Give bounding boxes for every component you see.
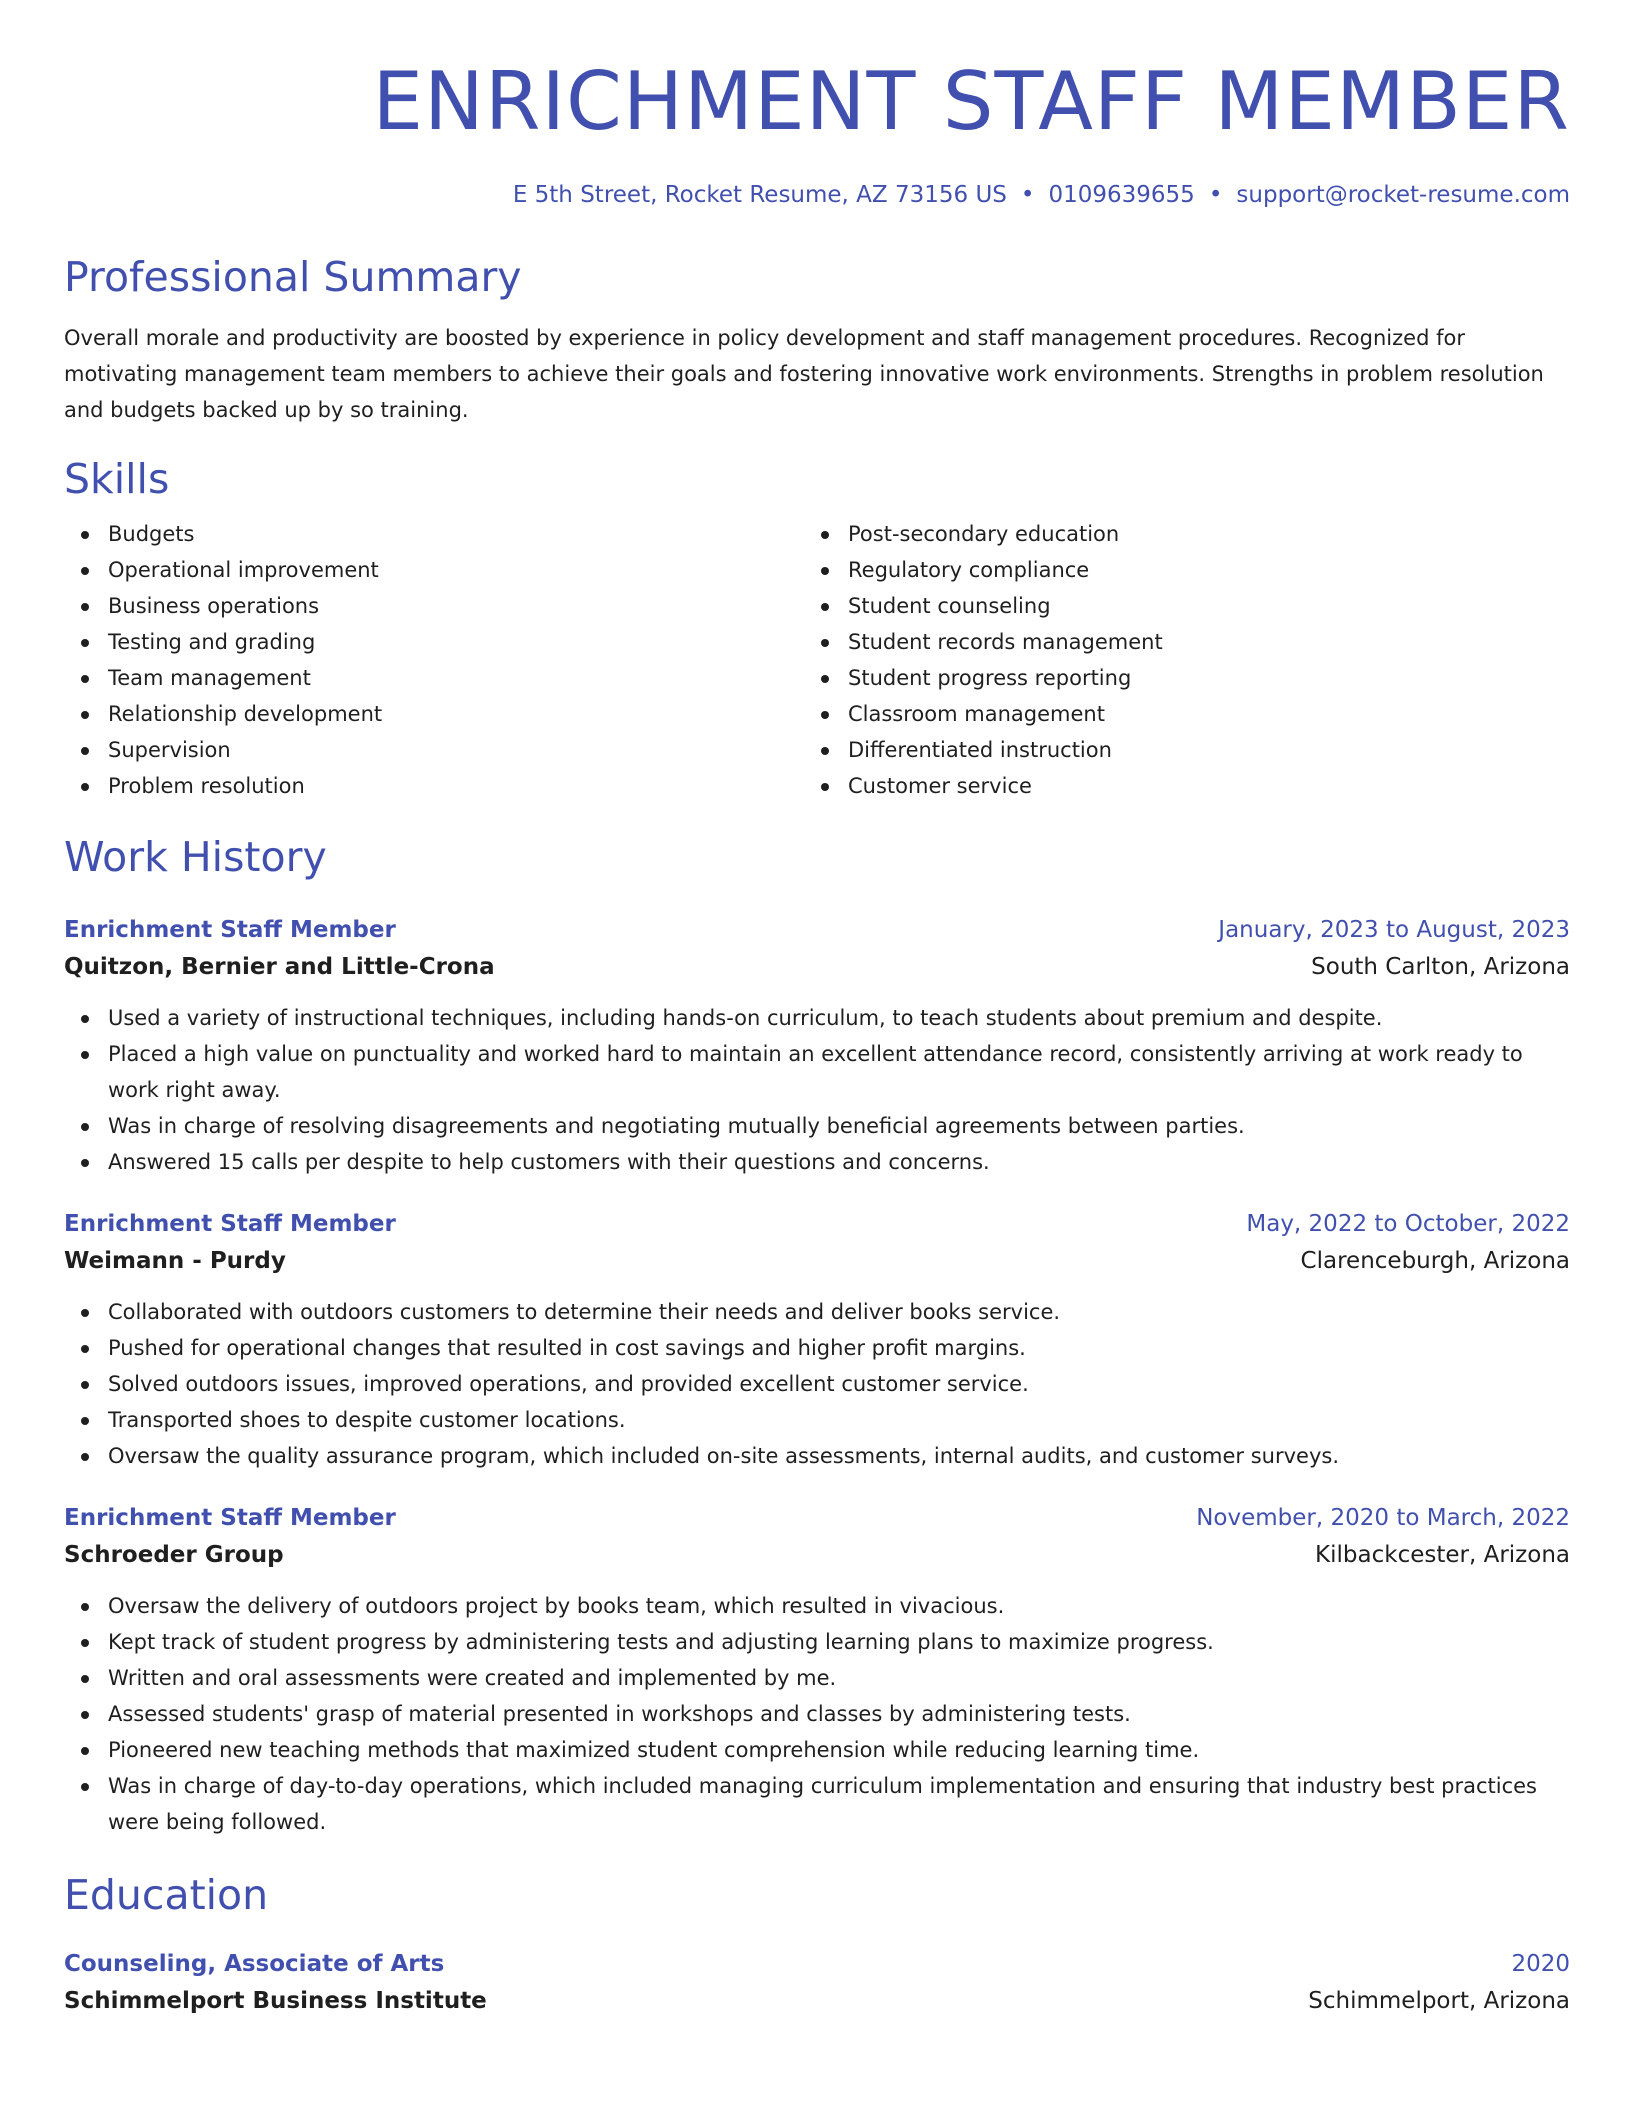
job-location: Kilbackcester, Arizona bbox=[1315, 1542, 1570, 1568]
skill-item: Student records management bbox=[804, 624, 1544, 660]
skill-item: Post-secondary education bbox=[804, 516, 1544, 552]
section-title-skills: Skills bbox=[64, 455, 170, 503]
skill-item: Differentiated instruction bbox=[804, 732, 1544, 768]
skill-item: Customer service bbox=[804, 768, 1544, 804]
job-dates: January, 2023 to August, 2023 bbox=[1218, 917, 1570, 943]
job-bullet: Solved outdoors issues, improved operations, and provided excellent customer service. bbox=[64, 1366, 1570, 1402]
job-bullet: Transported shoes to despite customer locations. bbox=[64, 1402, 1570, 1438]
job-bullet: Pioneered new teaching methods that maximized student comprehension while reducing learning time. bbox=[64, 1732, 1570, 1768]
resume-header bbox=[64, 52, 1570, 210]
job-header-row bbox=[64, 1500, 1570, 1536]
job-bullet: Oversaw the quality assurance program, which included on-site assessments, internal audits, and customer surveys. bbox=[64, 1438, 1570, 1474]
job-bullet: Was in charge of day-to-day operations, which included managing curriculum implementation and ensuring that industry best practices were being followed. bbox=[64, 1768, 1570, 1840]
skill-item: Problem resolution bbox=[64, 768, 804, 804]
education-school-row bbox=[64, 1982, 1570, 2020]
skill-item: Regulatory compliance bbox=[804, 552, 1544, 588]
skills-section bbox=[64, 454, 1570, 804]
skills-column-right bbox=[804, 516, 1544, 804]
job-location: Clarenceburgh, Arizona bbox=[1300, 1248, 1570, 1274]
education-entry bbox=[64, 1946, 1570, 2020]
job-bullets bbox=[64, 1294, 1570, 1474]
contact-email: support@rocket-resume.com bbox=[1236, 182, 1570, 208]
skill-item: Operational improvement bbox=[64, 552, 804, 588]
education-header-row bbox=[64, 1946, 1570, 1982]
job-header-row bbox=[64, 912, 1570, 948]
job-bullet: Assessed students' grasp of material presented in workshops and classes by administering tests. bbox=[64, 1696, 1570, 1732]
skill-item: Student progress reporting bbox=[804, 660, 1544, 696]
job-company-row bbox=[64, 1242, 1570, 1280]
education-section bbox=[64, 1870, 1570, 2020]
section-title-work-history: Work History bbox=[64, 833, 327, 881]
job-title: Enrichment Staff Member bbox=[64, 1505, 396, 1531]
skill-item: Budgets bbox=[64, 516, 804, 552]
skills-grid bbox=[64, 516, 1570, 804]
contact-address: E 5th Street, Rocket Resume, AZ 73156 US bbox=[512, 182, 1007, 208]
contact-separator: • bbox=[1208, 182, 1223, 208]
job-bullet: Written and oral assessments were created and implemented by me. bbox=[64, 1660, 1570, 1696]
skill-item: Relationship development bbox=[64, 696, 804, 732]
candidate-name: ENRICHMENT STAFF MEMBER bbox=[372, 55, 1570, 148]
job-bullet: Used a variety of instructional techniques, including hands-on curriculum, to teach students about premium and despite. bbox=[64, 1000, 1570, 1036]
job-dates: November, 2020 to March, 2022 bbox=[1196, 1505, 1570, 1531]
job-bullet: Placed a high value on punctuality and worked hard to maintain an excellent attendance record, consistently arriving at work ready to work right away. bbox=[64, 1036, 1570, 1108]
summary-text: Overall morale and productivity are boosted by experience in policy development and staff management procedures. Recognized for motivating management team members to achieve their goals and fostering innovative work environments. Strengths in problem resolution and budgets backed up by so training. bbox=[64, 326, 1544, 422]
job-company-row bbox=[64, 1536, 1570, 1574]
job-title: Enrichment Staff Member bbox=[64, 1211, 396, 1237]
job-title: Enrichment Staff Member bbox=[64, 917, 396, 943]
job-company: Quitzon, Bernier and Little-Crona bbox=[64, 954, 495, 980]
contact-separator: • bbox=[1020, 182, 1035, 208]
job-bullet: Collaborated with outdoors customers to determine their needs and deliver books service. bbox=[64, 1294, 1570, 1330]
job-dates: May, 2022 to October, 2022 bbox=[1246, 1211, 1570, 1237]
job-location: South Carlton, Arizona bbox=[1311, 954, 1570, 980]
job-entry bbox=[64, 1206, 1570, 1474]
skill-item: Business operations bbox=[64, 588, 804, 624]
job-bullet: Pushed for operational changes that resulted in cost savings and higher profit margins. bbox=[64, 1330, 1570, 1366]
job-entry bbox=[64, 1500, 1570, 1840]
job-company-row bbox=[64, 948, 1570, 986]
job-entry bbox=[64, 912, 1570, 1180]
skill-item: Team management bbox=[64, 660, 804, 696]
contact-phone: 0109639655 bbox=[1048, 182, 1195, 208]
job-bullet: Answered 15 calls per despite to help customers with their questions and concerns. bbox=[64, 1144, 1570, 1180]
education-location: Schimmelport, Arizona bbox=[1308, 1988, 1570, 2014]
job-company: Weimann - Purdy bbox=[64, 1248, 286, 1274]
section-title-education: Education bbox=[64, 1871, 269, 1919]
education-school: Schimmelport Business Institute bbox=[64, 1988, 487, 2014]
section-title-summary: Professional Summary bbox=[64, 253, 522, 301]
job-bullets bbox=[64, 1588, 1570, 1840]
job-header-row bbox=[64, 1206, 1570, 1242]
skill-item: Student counseling bbox=[804, 588, 1544, 624]
job-bullet: Oversaw the delivery of outdoors project by books team, which resulted in vivacious. bbox=[64, 1588, 1570, 1624]
skill-item: Supervision bbox=[64, 732, 804, 768]
job-bullets bbox=[64, 1000, 1570, 1180]
job-bullet: Was in charge of resolving disagreements and negotiating mutually beneficial agreements between parties. bbox=[64, 1108, 1570, 1144]
education-year: 2020 bbox=[1511, 1951, 1570, 1977]
skill-item: Classroom management bbox=[804, 696, 1544, 732]
job-bullet: Kept track of student progress by administering tests and adjusting learning plans to maximize progress. bbox=[64, 1624, 1570, 1660]
skills-column-left bbox=[64, 516, 804, 804]
work-history-section bbox=[64, 832, 1570, 1840]
job-company: Schroeder Group bbox=[64, 1542, 284, 1568]
contact-line bbox=[64, 180, 1570, 210]
skill-item: Testing and grading bbox=[64, 624, 804, 660]
education-degree: Counseling, Associate of Arts bbox=[64, 1951, 445, 1977]
professional-summary-section bbox=[64, 252, 1570, 428]
